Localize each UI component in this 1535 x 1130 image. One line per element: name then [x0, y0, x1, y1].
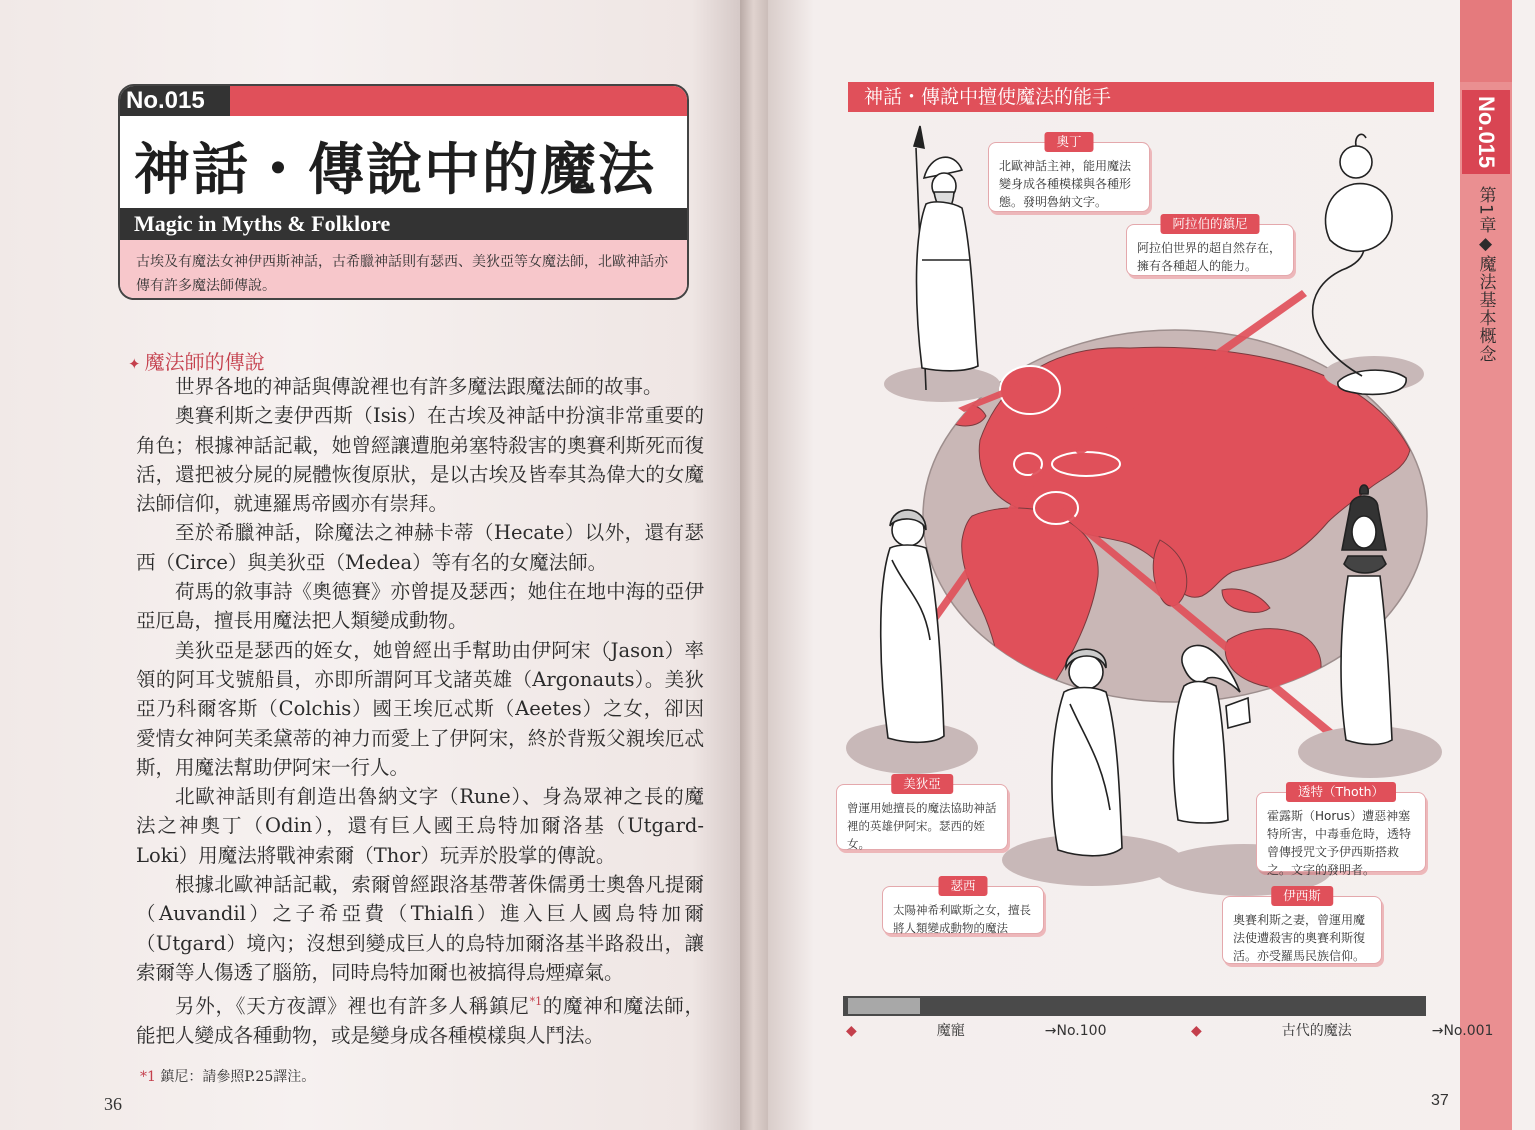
- related-bar: [843, 996, 1426, 1016]
- callout-thoth: [1256, 784, 1426, 877]
- paragraph: 至於希臘神話，除魔法之神赫卡蒂（Hecate）以外，還有瑟西（Circe）與美狄亞（Medea）等有名的女魔法師。: [136, 521, 704, 574]
- title-red-strip: [228, 86, 687, 116]
- callout-isis-text: 奧賽利斯之妻，曾運用魔法使遭殺害的奧賽利斯復活。亦受羅馬民族信仰。: [1233, 913, 1366, 963]
- callout-djinn-tag: 阿拉伯的鎮尼: [1160, 214, 1259, 234]
- arrow-icon: →: [1044, 1023, 1057, 1039]
- paragraph: 世界各地的神話與傳說裡也有許多魔法跟魔法師的故事。: [175, 375, 663, 398]
- callout-odin: [988, 134, 1150, 212]
- section-heading: [128, 346, 265, 375]
- isis-face: [1352, 516, 1376, 548]
- side-entry-number: No.015: [1462, 90, 1510, 174]
- odin-figure: [914, 126, 978, 390]
- paragraph: 荷馬的敘事詩《奧德賽》亦曾提及瑟西；她住在地中海的亞伊亞厄島，擅長用魔法把人類變成動物。: [136, 580, 704, 633]
- callout-thoth-tag: 透特（Thoth）: [1286, 782, 1396, 802]
- callout-medea-text: 曾運用她擅長的魔法協助神話裡的英雄伊阿宋。瑟西的姪女。: [847, 801, 997, 851]
- related-tag: [848, 998, 920, 1014]
- entry-number: No.015: [120, 86, 230, 116]
- footnote-ref: *1: [529, 995, 543, 1009]
- medea-robe: [881, 545, 944, 742]
- arrow-icon: →: [1431, 1023, 1444, 1039]
- left-page: [0, 0, 752, 1130]
- callout-isis: [1222, 888, 1382, 964]
- page-number-left: 36: [104, 1094, 122, 1114]
- paragraph-text: 的魔神和魔法師，能把人變成各種動物，或是變身成各種模樣與人鬥法。: [136, 994, 704, 1048]
- odin-spear-tip: [914, 126, 924, 148]
- footnote: [140, 1066, 315, 1086]
- djinn-head: [1340, 146, 1372, 178]
- related-item[interactable]: [846, 1023, 1106, 1039]
- page-number-right: 37: [1431, 1092, 1449, 1109]
- thoth-body: [1173, 682, 1228, 824]
- book-gutter: [740, 0, 770, 1130]
- section-heading-label: 魔法師的傳說: [144, 350, 265, 374]
- djinn-figure: [1313, 134, 1407, 394]
- arabia-highlight: [1052, 452, 1120, 476]
- callout-djinn-text: 阿拉伯世界的超自然存在，擁有各種超人的能力。: [1137, 241, 1282, 273]
- related-ref: No.001: [1443, 1023, 1494, 1039]
- diamond-icon: ✦: [128, 355, 141, 373]
- odin-shadow: [884, 366, 1000, 402]
- callout-circe-text: 太陽神希利歐斯之女，擅長將人類變成動物的魔法: [893, 903, 1031, 935]
- djinn-body: [1325, 184, 1392, 252]
- diamond-icon: ◆: [1190, 1023, 1202, 1039]
- footnote-mark: *1: [140, 1069, 156, 1085]
- thoth-tablet: [1226, 698, 1250, 728]
- paragraph: 美狄亞是瑟西的姪女，她曾經出手幫助由伊阿宋（Jason）率領的阿耳戈號船員，亦即所謂阿耳戈諸英雄（Argonauts）。美狄亞乃科爾客斯（Colchis）國王埃厄忒斯（Aeetes）之女，卻因愛情女神阿芙柔黛蒂的神力而愛上了伊阿宋，終於背叛父親埃厄忒斯，用魔法幫助伊阿宋一行人。: [136, 638, 704, 779]
- callout-thoth-text: 霍露斯（Horus）遭惡神塞特所害，中毒垂危時，透特曾傳授咒文予伊西斯搭救之。文字的發明者。: [1267, 809, 1412, 877]
- paragraph: 北歐神話則有創造出魯納文字（Rune）、身為眾神之長的魔法之神奧丁（Odin），還有巨人國王烏特加爾洛基（Utgard-Loki）用魔法將戰神索爾（Thor）玩弄於股掌的傳說。: [136, 785, 704, 867]
- callout-odin-text: 北歐神話主神，能用魔法變身成各種模樣與各種形態。發明魯納文字。: [999, 159, 1132, 209]
- side-chapter-label: 第1章◆魔法基本概念: [1475, 186, 1496, 363]
- summary-text: 古埃及有魔法女神伊西斯神話，古希臘神話則有瑟西、美狄亞等女魔法師，北歐神話亦傳有許多魔法師傳說。: [120, 240, 687, 298]
- title-box: [118, 84, 689, 300]
- footnote-text: 鎮尼：請參照P.25譯注。: [160, 1069, 316, 1085]
- diamond-icon: ◆: [846, 1023, 857, 1039]
- odin-robe: [917, 202, 979, 371]
- page-title: 神話・傳說中的魔法: [134, 138, 656, 203]
- isis-crown: [1360, 485, 1368, 494]
- callout-djinn: [1126, 216, 1294, 276]
- callout-isis-tag: 伊西斯: [1271, 886, 1333, 906]
- related-item[interactable]: [1191, 1023, 1493, 1039]
- body-text: [136, 372, 704, 1050]
- callout-medea: [836, 776, 1008, 851]
- side-tab-top: [1460, 0, 1512, 82]
- paragraph-text: 另外，《天方夜譚》裡也有許多人稱鎮尼: [175, 994, 530, 1018]
- related-label: 魔寵: [936, 1023, 965, 1039]
- callout-circe: [882, 878, 1044, 935]
- paragraph: 奧賽利斯之妻伊西斯（Isis）在古埃及神話中扮演非常重要的角色；根據神話記載，她曾經讓遭胞弟塞特殺害的奧賽利斯死而復活，還把被分屍的屍體恢復原狀，是以古埃及皆奉其為偉大的女魔法師信仰，就連羅馬帝國亦有崇拜。: [136, 404, 704, 516]
- related-items: [846, 1020, 1535, 1040]
- paragraph: 根據北歐神話記載，索爾曾經跟洛基帶著侏儒勇士奧魯凡提爾（Auvandil）之子希亞費（Thialfi）進入巨人國烏特加爾（Utgard）境內；沒想到變成巨人的烏特加爾洛基半路殺出，讓索爾等人傷透了腦筋，同時烏特加爾也被搞得烏煙瘴氣。: [136, 873, 704, 984]
- callout-odin-tag: 奧丁: [1044, 132, 1093, 152]
- callout-circe-tag: 瑟西: [938, 876, 987, 896]
- illustration-header: 神話・傳說中擅使魔法的能手: [848, 82, 1434, 112]
- djinn-topknot: [1356, 134, 1366, 146]
- related-ref: No.100: [1056, 1023, 1107, 1039]
- paragraph-last: [136, 987, 704, 1050]
- callout-medea-tag: 美狄亞: [891, 774, 953, 794]
- circe-robe: [1052, 688, 1122, 856]
- related-label: 古代的魔法: [1281, 1023, 1352, 1039]
- english-subtitle: Magic in Myths & Folklore: [120, 208, 687, 240]
